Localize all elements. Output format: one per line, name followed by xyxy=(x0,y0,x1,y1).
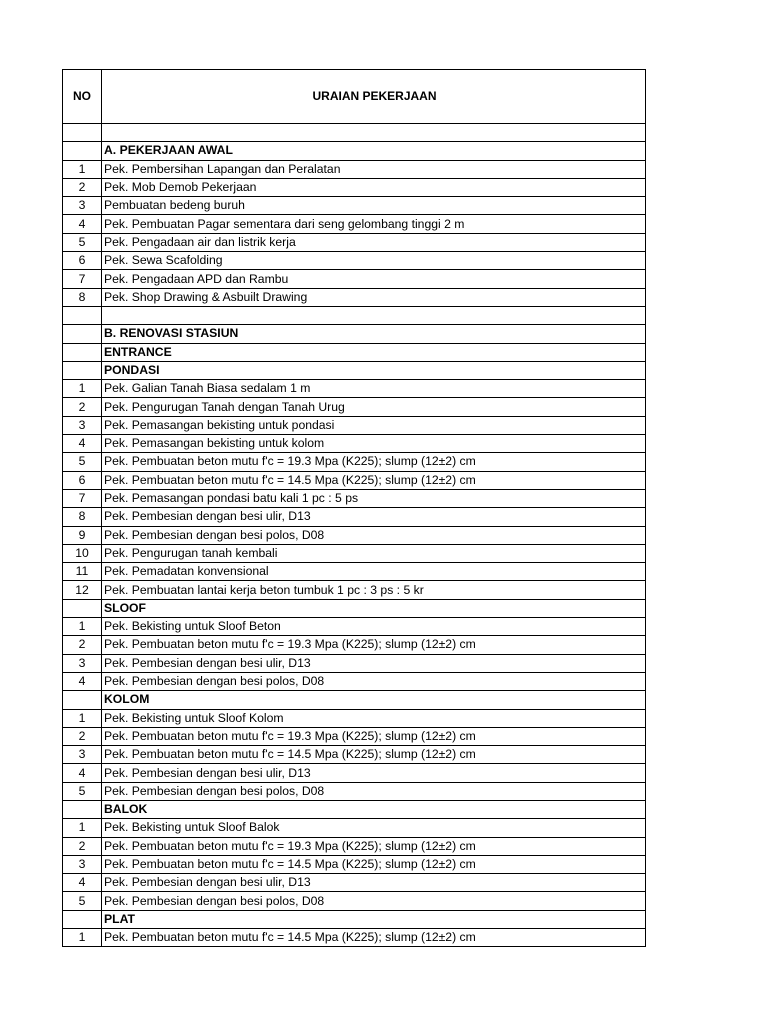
row-description: Pek. Pembuatan beton mutu f'c = 14.5 Mpa (K225); slump (12±2) cm xyxy=(102,855,646,873)
row-description: Pek. Pembuatan beton mutu f'c = 19.3 Mpa (K225); slump (12±2) cm xyxy=(102,837,646,855)
row-description: ENTRANCE xyxy=(102,343,646,361)
row-description: Pek. Pemadatan konvensional xyxy=(102,563,646,581)
row-description: PONDASI xyxy=(102,361,646,379)
row-description: Pek. Galian Tanah Biasa sedalam 1 m xyxy=(102,380,646,398)
row-description: Pek. Pengadaan APD dan Rambu xyxy=(102,270,646,288)
row-description: Pek. Pembesian dengan besi polos, D08 xyxy=(102,782,646,800)
table-row xyxy=(63,489,646,507)
section-header-row xyxy=(63,325,646,343)
row-number: 7 xyxy=(63,489,102,507)
row-number: 3 xyxy=(63,197,102,215)
row-number: 4 xyxy=(63,435,102,453)
row-description: Pek. Pembuatan beton mutu f'c = 19.3 Mpa (K225); slump (12±2) cm xyxy=(102,636,646,654)
row-number: 4 xyxy=(63,764,102,782)
row-number: 7 xyxy=(63,270,102,288)
table-row xyxy=(63,892,646,910)
row-description: Pek. Pembuatan lantai kerja beton tumbuk 1 pc : 3 ps : 5 kr xyxy=(102,581,646,599)
subsection-header-row xyxy=(63,910,646,928)
row-description: Pek. Pemasangan bekisting untuk kolom xyxy=(102,435,646,453)
row-description: KOLOM xyxy=(102,691,646,709)
table-row xyxy=(63,874,646,892)
row-number: 2 xyxy=(63,727,102,745)
row-description xyxy=(102,306,646,324)
row-number xyxy=(63,691,102,709)
row-description: Pek. Bekisting untuk Sloof Beton xyxy=(102,618,646,636)
row-number: 8 xyxy=(63,288,102,306)
row-number xyxy=(63,306,102,324)
row-number: 8 xyxy=(63,508,102,526)
table-row xyxy=(63,160,646,178)
row-number xyxy=(63,910,102,928)
table-row xyxy=(63,197,646,215)
row-description: Pek. Pembuatan beton mutu f'c = 19.3 Mpa (K225); slump (12±2) cm xyxy=(102,453,646,471)
table-row xyxy=(63,178,646,196)
row-description: Pek. Bekisting untuk Sloof Kolom xyxy=(102,709,646,727)
row-number xyxy=(63,124,102,142)
row-description: Pek. Pembuatan beton mutu f'c = 14.5 Mpa (K225); slump (12±2) cm xyxy=(102,929,646,947)
row-number: 1 xyxy=(63,160,102,178)
table-row xyxy=(63,709,646,727)
row-description: Pek. Pengurugan Tanah dengan Tanah Urug xyxy=(102,398,646,416)
row-description: Pembuatan bedeng buruh xyxy=(102,197,646,215)
table-header-row xyxy=(63,70,646,124)
table-row xyxy=(63,618,646,636)
row-number xyxy=(63,599,102,617)
table-row xyxy=(63,380,646,398)
row-description: Pek. Pembesian dengan besi ulir, D13 xyxy=(102,764,646,782)
table-row xyxy=(63,746,646,764)
table-row xyxy=(63,727,646,745)
blank-row xyxy=(63,124,646,142)
row-number: 3 xyxy=(63,746,102,764)
row-number xyxy=(63,142,102,160)
row-number: 2 xyxy=(63,837,102,855)
blank-row xyxy=(63,306,646,324)
table-row xyxy=(63,252,646,270)
table-row xyxy=(63,563,646,581)
header-description: URAIAN PEKERJAAN xyxy=(102,70,646,124)
table-row xyxy=(63,636,646,654)
header-no: NO xyxy=(63,70,102,124)
table-row xyxy=(63,929,646,947)
row-description: Pek. Pembuatan beton mutu f'c = 19.3 Mpa (K225); slump (12±2) cm xyxy=(102,727,646,745)
table-row xyxy=(63,453,646,471)
row-description: Pek. Bekisting untuk Sloof Balok xyxy=(102,819,646,837)
row-number: 4 xyxy=(63,672,102,690)
row-number: 2 xyxy=(63,398,102,416)
table-row xyxy=(63,544,646,562)
row-number: 10 xyxy=(63,544,102,562)
row-number: 3 xyxy=(63,855,102,873)
table-row xyxy=(63,416,646,434)
row-number: 2 xyxy=(63,636,102,654)
row-description: BALOK xyxy=(102,800,646,818)
row-number: 11 xyxy=(63,563,102,581)
row-number xyxy=(63,361,102,379)
row-number xyxy=(63,800,102,818)
row-number: 1 xyxy=(63,819,102,837)
subsection-header-row xyxy=(63,599,646,617)
row-description: Pek. Pembesian dengan besi polos, D08 xyxy=(102,892,646,910)
table-row xyxy=(63,855,646,873)
table-row xyxy=(63,672,646,690)
table-row xyxy=(63,819,646,837)
row-number: 6 xyxy=(63,252,102,270)
row-description: B. RENOVASI STASIUN xyxy=(102,325,646,343)
row-number: 1 xyxy=(63,380,102,398)
row-number: 5 xyxy=(63,453,102,471)
table-row xyxy=(63,435,646,453)
row-description: Pek. Pembuatan beton mutu f'c = 14.5 Mpa (K225); slump (12±2) cm xyxy=(102,746,646,764)
table-row xyxy=(63,288,646,306)
subsection-header-row xyxy=(63,691,646,709)
table-row xyxy=(63,764,646,782)
table-row xyxy=(63,581,646,599)
work-items-table xyxy=(62,69,646,947)
row-number: 2 xyxy=(63,178,102,196)
row-description: Pek. Pemasangan pondasi batu kali 1 pc : 5 ps xyxy=(102,489,646,507)
row-number: 3 xyxy=(63,416,102,434)
row-number: 5 xyxy=(63,782,102,800)
row-description: Pek. Mob Demob Pekerjaan xyxy=(102,178,646,196)
row-number xyxy=(63,343,102,361)
row-description: Pek. Pengadaan air dan listrik kerja xyxy=(102,233,646,251)
row-number: 1 xyxy=(63,709,102,727)
row-description: PLAT xyxy=(102,910,646,928)
row-description: Pek. Pembesian dengan besi polos, D08 xyxy=(102,672,646,690)
table-row xyxy=(63,782,646,800)
row-number: 4 xyxy=(63,874,102,892)
table-row xyxy=(63,471,646,489)
row-description: A. PEKERJAAN AWAL xyxy=(102,142,646,160)
row-description: Pek. Pemasangan bekisting untuk pondasi xyxy=(102,416,646,434)
table-row xyxy=(63,270,646,288)
subsection-header-row xyxy=(63,800,646,818)
table-row xyxy=(63,526,646,544)
row-description: Pek. Sewa Scafolding xyxy=(102,252,646,270)
row-description xyxy=(102,124,646,142)
row-number: 3 xyxy=(63,654,102,672)
table-body xyxy=(63,124,646,947)
row-description: Pek. Pembesian dengan besi ulir, D13 xyxy=(102,654,646,672)
row-number: 5 xyxy=(63,892,102,910)
row-description: Pek. Pembersihan Lapangan dan Peralatan xyxy=(102,160,646,178)
row-description: Pek. Pembesian dengan besi ulir, D13 xyxy=(102,874,646,892)
subsection-header-row xyxy=(63,343,646,361)
row-number: 1 xyxy=(63,618,102,636)
table-row xyxy=(63,398,646,416)
row-description: Pek. Pengurugan tanah kembali xyxy=(102,544,646,562)
table-row xyxy=(63,837,646,855)
section-header-row xyxy=(63,142,646,160)
row-number: 6 xyxy=(63,471,102,489)
row-description: Pek. Pembuatan Pagar sementara dari seng gelombang tinggi 2 m xyxy=(102,215,646,233)
row-description: Pek. Pembesian dengan besi polos, D08 xyxy=(102,526,646,544)
row-description: SLOOF xyxy=(102,599,646,617)
table-row xyxy=(63,654,646,672)
row-number: 4 xyxy=(63,215,102,233)
table-row xyxy=(63,508,646,526)
row-number: 1 xyxy=(63,929,102,947)
table-row xyxy=(63,215,646,233)
table-row xyxy=(63,233,646,251)
row-description: Pek. Pembesian dengan besi ulir, D13 xyxy=(102,508,646,526)
row-number: 5 xyxy=(63,233,102,251)
row-number xyxy=(63,325,102,343)
row-number: 12 xyxy=(63,581,102,599)
row-number: 9 xyxy=(63,526,102,544)
subsection-header-row xyxy=(63,361,646,379)
row-description: Pek. Shop Drawing & Asbuilt Drawing xyxy=(102,288,646,306)
row-description: Pek. Pembuatan beton mutu f'c = 14.5 Mpa (K225); slump (12±2) cm xyxy=(102,471,646,489)
